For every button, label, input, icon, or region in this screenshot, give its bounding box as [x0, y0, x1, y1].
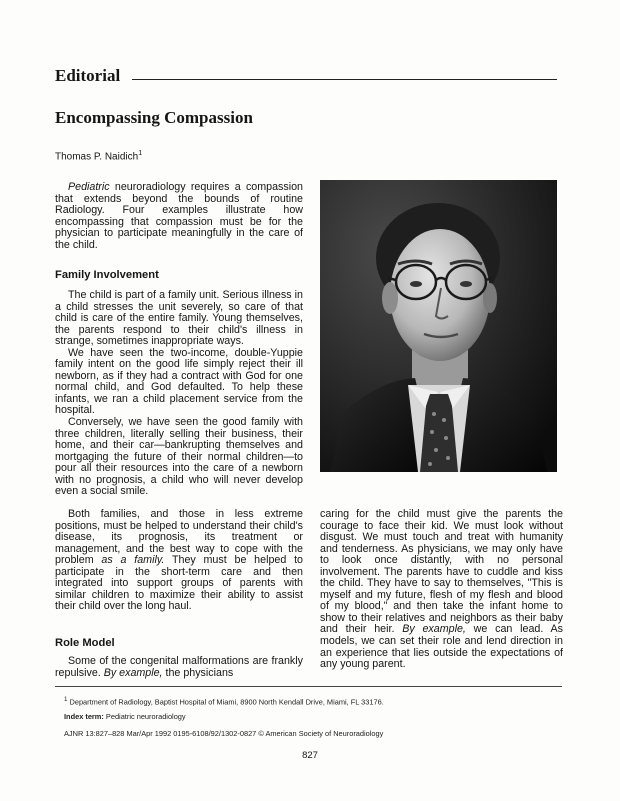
page-number: 827 [302, 750, 318, 761]
author-footnote-mark: 1 [138, 150, 143, 157]
family-p4-text-b: They must be helped to participate in the short-term care and then integrated into support groups of parents with similar children to maximize their ability to assist their child over the long haul. [55, 554, 303, 613]
intro-italic-lead: Pediatric [68, 181, 110, 193]
index-term-value: Pediatric neuroradiology [105, 712, 186, 721]
right-text-a: caring for the child must give the parents the courage to face their kid. We must look without disgust. We must touch and treat with humanity and tenderness. As physicians, we may only have to look once distantly, with no personal involvement. The parents have to cuddle and kiss the child. They have to say to themselves, "This is myself and my future, flesh of my flesh and blood of my blood," and then take the infant home to show to their relatives and neighbors as their baby and their heir. [320, 508, 563, 636]
family-paragraph-4 [55, 509, 303, 613]
family-paragraph-1: The child is part of a family unit. Serious illness in a child stresses the unit severely, so care of that child is care of the entire family. Young themselves, the parents respond to their child's illness in strange, sometimes inappropriate ways. [55, 289, 303, 348]
footnote-rule [55, 686, 562, 687]
index-term [64, 712, 186, 721]
role-paragraph-1 [55, 656, 303, 679]
family-p4-text-a: Both families, and those in less extreme positions, must be helped to understand their child's disease, its prognosis, its treatment or management, and the best way to cope with the problem [55, 508, 303, 567]
role-p1-italic: By example, [103, 666, 163, 679]
affiliation-text: Department of Radiology, Baptist Hospital of Miami, 8900 North Kendall Drive, Miami, FL 33176. [69, 697, 384, 707]
right-column-text [320, 509, 563, 671]
section-rule [132, 79, 557, 80]
heading-family-involvement: Family Involvement [55, 269, 159, 281]
family-section-body [55, 290, 303, 498]
affiliation-footnote [64, 696, 384, 706]
family-paragraph-3: Conversely, we have seen the good family with three children, literally selling their business, their home, and their car—bankrupting themselves and mortgaging the future of their normal children—to pour all their resources into the care of a newborn with no prognosis, a child who will never develop even a social smile. [55, 416, 303, 498]
intro-paragraph [55, 182, 303, 251]
index-term-label: Index term: [64, 712, 104, 721]
section-label: Editorial [55, 66, 121, 85]
author-name: Thomas P. Naidich [55, 151, 139, 163]
heading-role-model: Role Model [55, 637, 115, 649]
right-text-b: we can lead. As models, we can set their role and lend direction in an experience that lies outside the expectations of any young parent. [320, 623, 563, 671]
article-title: Encompassing Compassion [55, 108, 253, 127]
author-line [55, 150, 142, 162]
right-text-italic: By example, [402, 623, 466, 636]
role-p1-text-b: the physicians [162, 666, 234, 679]
family-p4-italic: as a family. [101, 554, 165, 567]
role-p1-text-a: Some of the congenital malformations are frankly repulsive. [55, 655, 303, 679]
family-paragraph-2: We have seen the two-income, double-Yuppie family intent on the good life simply reject their ill newborn, as if they had a contract with God for one normal child, and God defaulted. To help these infants, we ran a child placement service from the hospital. [55, 346, 303, 417]
journal-citation: AJNR 13:827–828 Mar/Apr 1992 0195-6108/92/1302-0827 © American Society of Neuroradiology [64, 729, 384, 738]
author-photo [320, 180, 557, 472]
intro-text: neuroradiology requires a compassion that extends beyond the bounds of routine Radiology. Four examples illustrate how encompassing that compassion must be for the physician to participate meaningfully in the care of the child. [55, 181, 303, 251]
affiliation-mark: 1 [64, 696, 68, 703]
